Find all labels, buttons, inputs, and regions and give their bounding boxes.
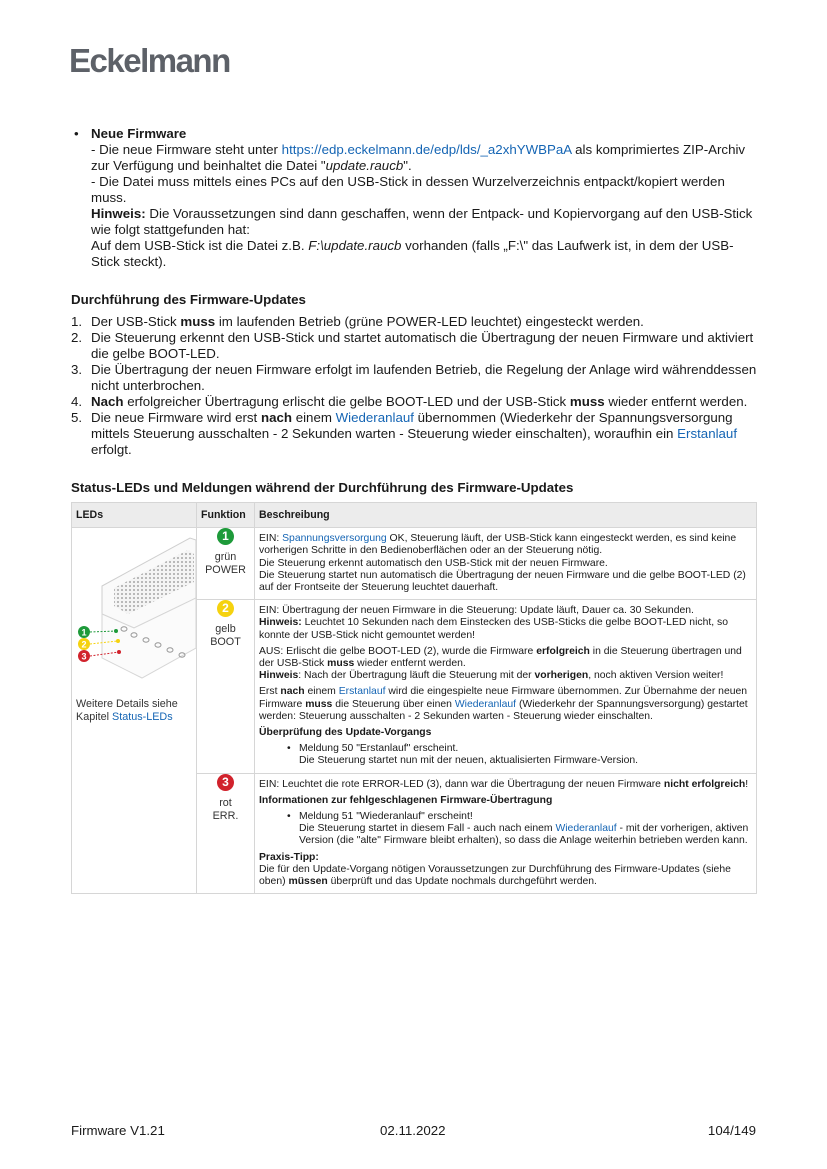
error-function-cell: [197, 773, 255, 894]
footer-version: Firmware V1.21: [71, 1123, 165, 1138]
device-led-illustration: [72, 528, 196, 698]
error-description-cell: EIN: Leuchtet die rote ERROR-LED (3), dann war die Übertragung der neuen Firmware nicht erfolgreich! Informationen zur fehlgeschlagenen Firmware-Übertragung • Meldung 51 "Wiederanlauf" erscheint! Die Steuerung startet in diesem Fall - auch nach einem Wiederanlauf - mit der vorherigen, aktiven Version (die "alte" Firmware bleibt erhalten), so dass die Anlage weiterhin betrieben werden kann. Praxis-Tipp: Die für den Update-Vorgang nötigen Voraussetzungen zur Durchführung des Firmware-Updates (siehe oben) müssen überprüft und das Update nochmals durchgeführt werden.: [255, 773, 757, 894]
svg-text:2: 2: [81, 639, 87, 650]
footer-page-number: 104/149: [707, 1123, 756, 1138]
column-header-beschreibung: Beschreibung: [255, 503, 757, 528]
list-item: • Meldung 51 "Wiederanlauf" erscheint! Die Steuerung startet in diesem Fall - auch nach einem Wiederanlauf - mit der vorherigen, aktiven Version (die "alte" Firmware bleibt erhalten), so dass die Anlage weiterhin betrieben werden kann.: [287, 811, 749, 847]
procedure-steps: [71, 314, 757, 458]
firmware-title: Neue Firmware: [91, 126, 187, 141]
erstanlauf-link[interactable]: Erstanlauf: [677, 426, 738, 441]
status-led-table: [71, 502, 757, 894]
firmware-bullet: [71, 126, 757, 270]
tip-heading: Praxis-Tipp:: [259, 851, 319, 863]
led-name-label: ERR.: [212, 809, 239, 822]
green-number-icon: 1: [217, 528, 234, 545]
led-illustration-cell: [72, 528, 197, 894]
footer-date: 02.11.2022: [380, 1123, 446, 1138]
svg-text:3: 3: [81, 651, 87, 662]
main-content: [71, 126, 757, 894]
led-color-label: gelb: [215, 623, 236, 636]
bullet-dot: •: [74, 126, 79, 141]
details-note: Weitere Details siehe Kapitel Status-LEDs: [76, 698, 178, 724]
procedure-heading: Durchführung des Firmware-Updates: [71, 292, 306, 307]
status-leds-link[interactable]: Status-LEDs: [112, 711, 173, 724]
list-item: 3. Die Übertragung der neuen Firmware erfolgt im laufenden Betrieb, die Regelung der Anlage wird währenddessen nicht unterbrochen.: [71, 362, 757, 393]
firmware-line3: Auf dem USB-Stick ist die Datei z.B. F:\update.raucb vorhanden (falls „F:\" das Laufwerk ist, in dem der USB-Stick steckt).: [91, 238, 734, 269]
list-item: 4. Nach erfolgreicher Übertragung erlischt die gelbe BOOT-LED und der USB-Stick muss wieder entfernt werden.: [71, 394, 748, 409]
list-item: 5. Die neue Firmware wird erst nach einem Wiederanlauf übernommen (Wiederkehr der Spannungsversorgung mittels Steuerung ausschalten - 2 Sekunden warten - Steuerung wieder einschalten), woraufhin ein Erstanlauf erfolgt.: [71, 410, 738, 457]
firmware-hint: Hinweis: Die Voraussetzungen sind dann geschaffen, wenn der Entpack- und Kopiervorgang auf den USB-Stick wie folgt stattgefunden hat:: [91, 206, 753, 237]
column-header-leds: LEDs: [72, 503, 197, 528]
led-name-label: POWER: [205, 564, 246, 577]
firmware-download-link[interactable]: https://edp.eckelmann.de/edp/lds/_a2xhYWBPaA: [281, 142, 572, 157]
list-item: • Meldung 50 "Erstanlauf" erscheint. Die Steuerung startet nun mit der neuen, aktualisierten Firmware-Version.: [287, 743, 639, 767]
yellow-number-icon: 2: [217, 600, 234, 617]
red-number-icon: 3: [217, 774, 234, 791]
firmware-line1: - Die neue Firmware steht unter https://edp.eckelmann.de/edp/lds/_a2xhYWBPaA als komprimiertes ZIP-Archiv zur Verfügung und beinhaltet die Datei "update.raucb".: [91, 142, 746, 173]
column-header-funktion: Funktion: [197, 503, 255, 528]
svg-text:1: 1: [81, 627, 87, 638]
wiederanlauf-link[interactable]: Wiederanlauf: [555, 823, 617, 835]
wiederanlauf-link[interactable]: Wiederanlauf: [454, 698, 517, 710]
firmware-line2: - Die Datei muss mittels eines PCs auf den USB-Stick in dessen Wurzelverzeichnis entpackt/kopiert werden muss.: [91, 174, 725, 205]
power-function-cell: [197, 528, 255, 600]
company-logo: Eckelmann: [69, 42, 230, 79]
led-color-label: grün: [214, 551, 237, 564]
power-description-cell: EIN: Spannungsversorgung OK, Steuerung läuft, der USB-Stick kann eingesteckt werden, es sind keine vorherigen Schritte in den Bedienoberflächen oder an der Steuerung nötig. Die Steuerung erkennt automatisch den USB-Stick mit der neuen Firmware. Die Steuerung startet nun automatisch die Übertragung der neuen Firmware und die gelbe BOOT-LED (2) auf der Frontseite der Steuerung leuchtet dauerhaft.: [255, 528, 757, 600]
led-name-label: BOOT: [210, 636, 241, 649]
info-heading: Informationen zur fehlgeschlagenen Firmware-Übertragung: [259, 794, 553, 806]
boot-description-cell: EIN: Übertragung der neuen Firmware in die Steuerung: Update läuft, Dauer ca. 30 Sekunden. Hinweis: Leuchtet 10 Sekunden nach dem Einstecken des USB-Sticks die gelbe BOOT-LED nicht, so konnte der USB-Stick nicht gemountet werden! AUS: Erlischt die gelbe BOOT-LED (2), wurde die Firmware erfolgreich in die Steuerung übertragen und der USB-Stick muss wieder entfernt werden. Hinweis: Nach der Übertragung läuft die Steuerung mit der vorherigen, noch aktiven Version weiter! Erst nach einem Erstanlauf wird die eingespielte neue Firmware übernommen. Zur Übernahme der neuen Firmware muss die Steuerung über einen Wiederanlauf (Wiederkehr der Spannungsversorgung) gestartet werden: Steuerung ausschalten - 2 Sekunden warten - Steuerung wieder einschalten. Überprüfung des Update-Vorgangs • Meldung 50 "Erstanlauf" erscheint. Die Steuerung startet nun mit der neuen, aktualisierten Firmware-Version.: [255, 600, 757, 773]
erstanlauf-link[interactable]: Erstanlauf: [338, 686, 386, 698]
spannungsversorgung-link[interactable]: Spannungsversorgung: [282, 533, 387, 545]
check-heading: Überprüfung des Update-Vorgangs: [259, 727, 432, 739]
list-item: 1. Der USB-Stick muss im laufenden Betrieb (grüne POWER-LED leuchtet) eingesteckt werden.: [71, 314, 644, 329]
boot-function-cell: [197, 600, 255, 773]
wiederanlauf-link[interactable]: Wiederanlauf: [335, 410, 414, 425]
list-item: 2. Die Steuerung erkennt den USB-Stick und startet automatisch die Übertragung der neuen Firmware und aktiviert die gelbe BOOT-LED.: [71, 330, 754, 361]
status-heading: Status-LEDs und Meldungen während der Durchführung des Firmware-Updates: [71, 480, 574, 495]
led-color-label: rot: [219, 796, 232, 809]
